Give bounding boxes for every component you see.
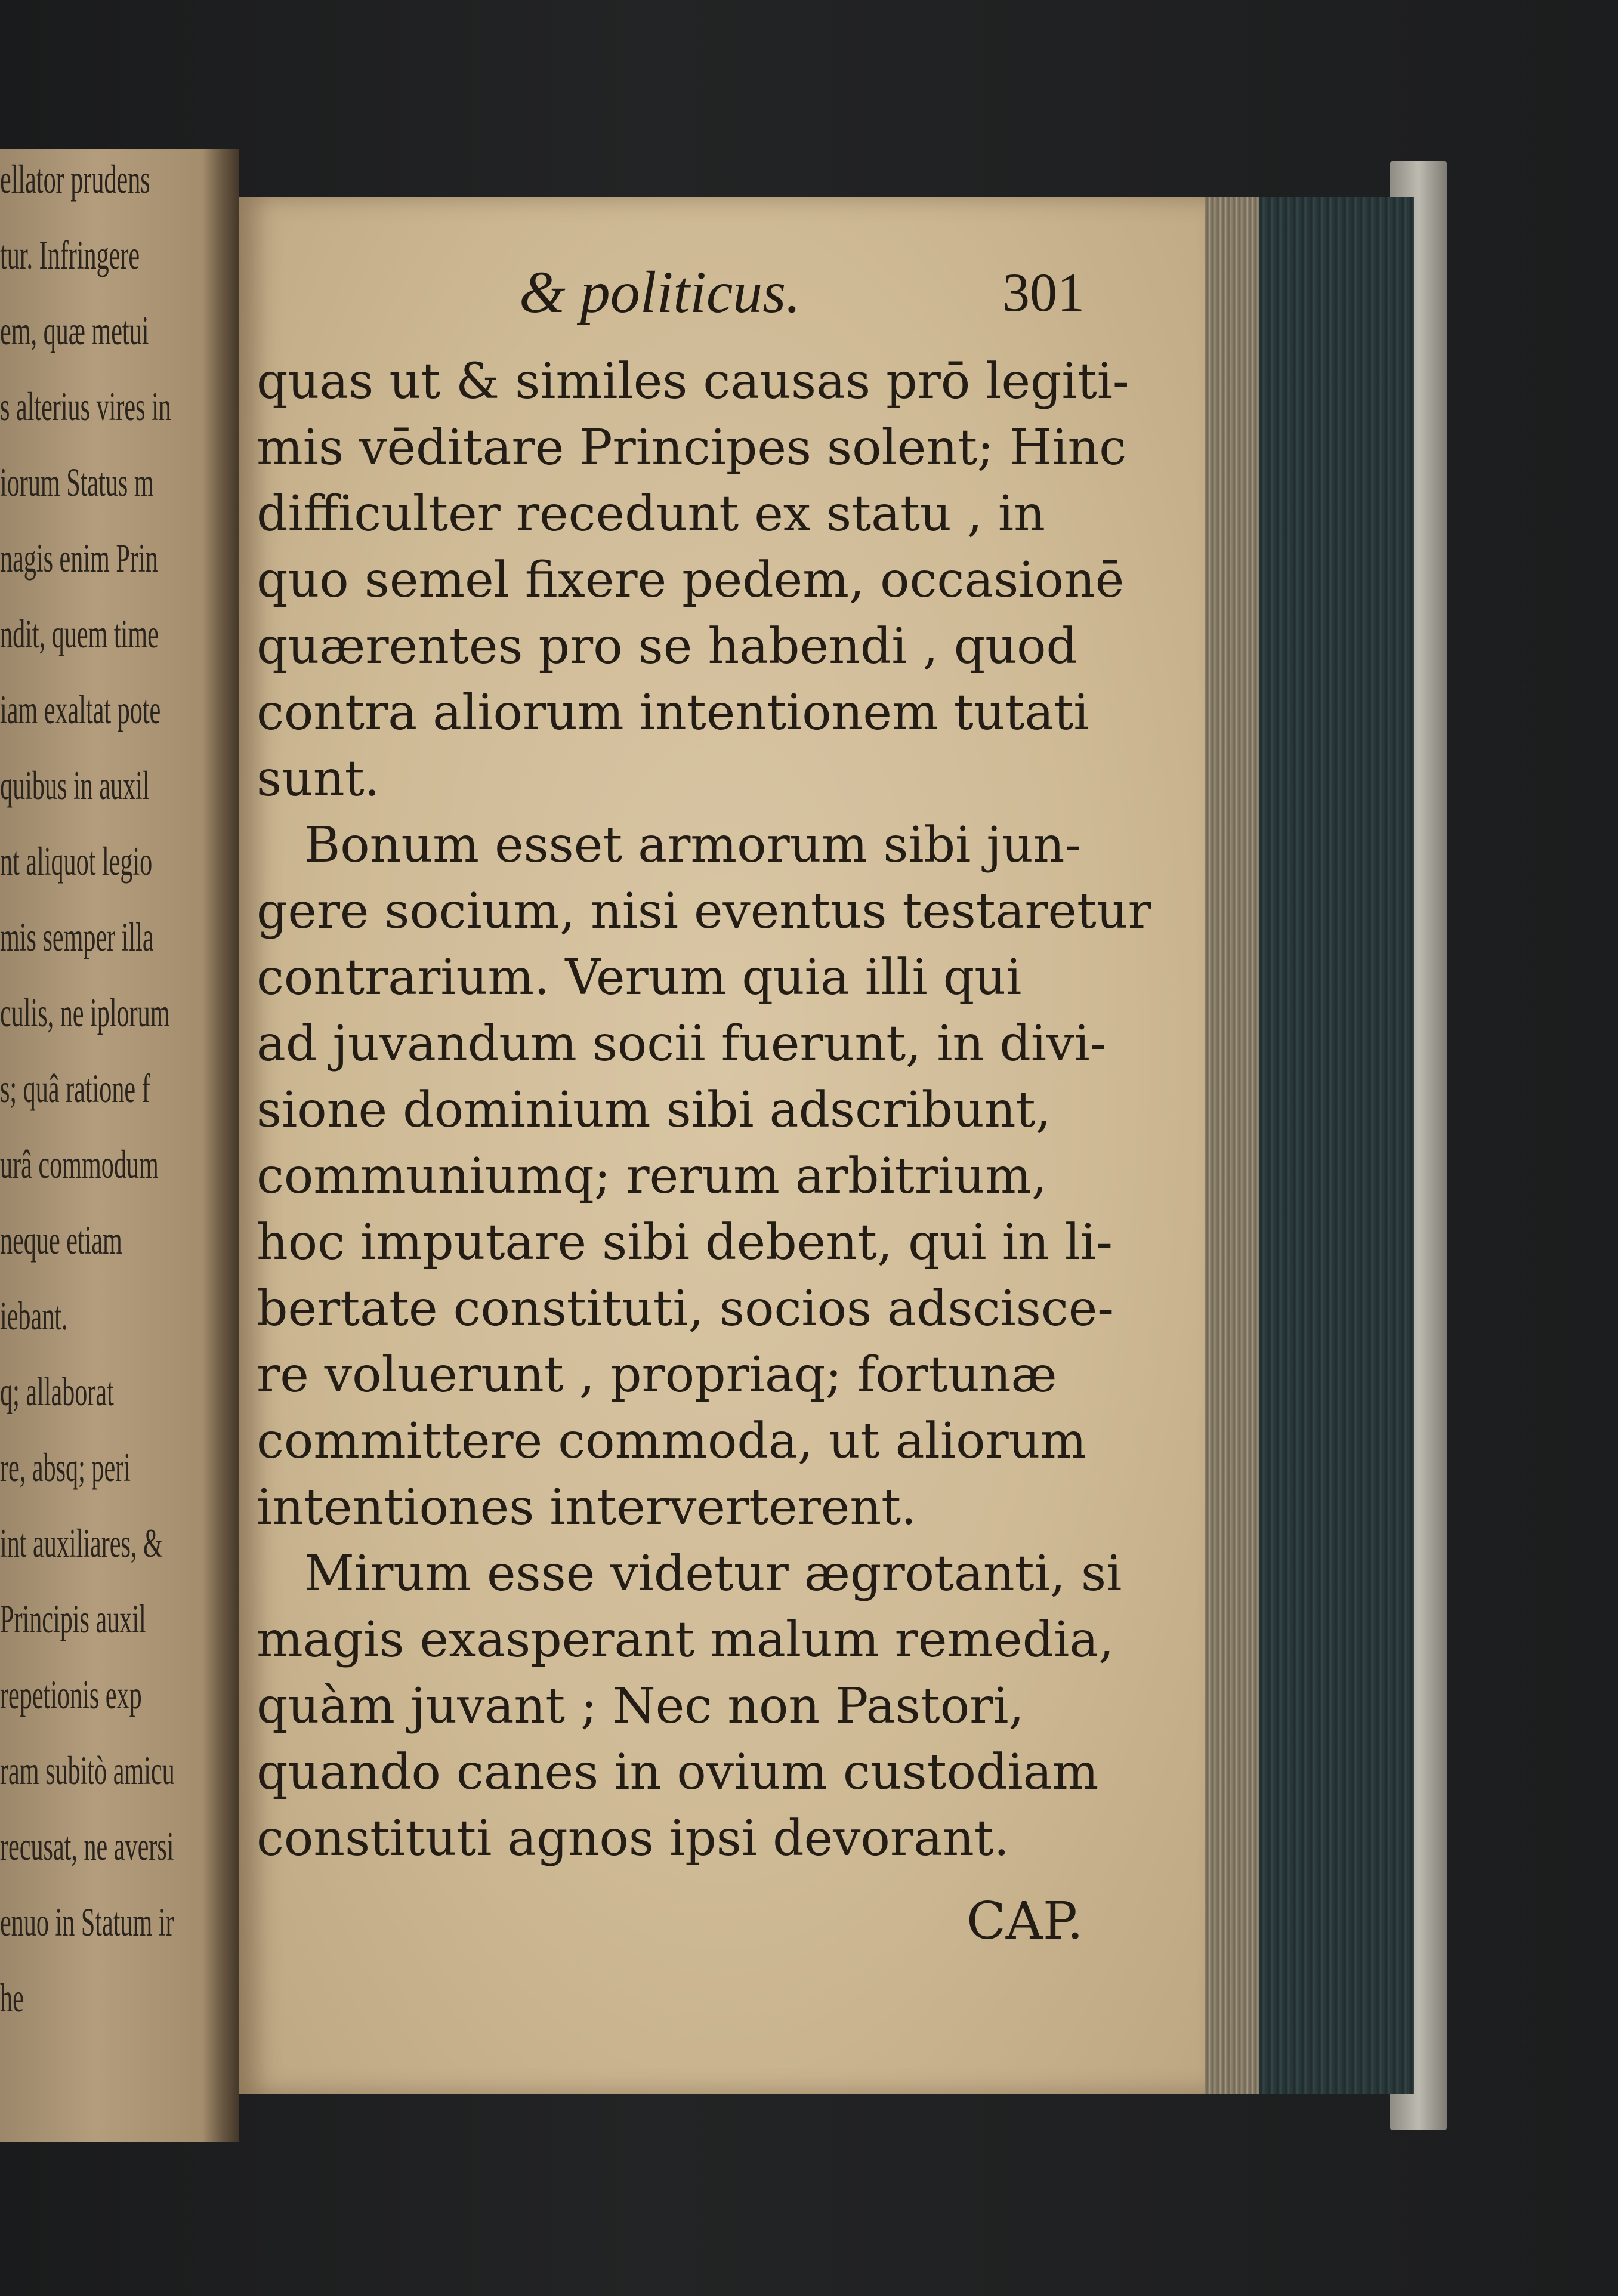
text-line: gere socium, nisi eventus testaretur — [257, 883, 1151, 940]
left-page-line: repetionis exp — [0, 1672, 142, 1717]
left-page-line: q; allaborat — [0, 1369, 114, 1414]
running-head: & politicus. — [519, 259, 801, 325]
left-page-line: Principis auxil — [0, 1596, 146, 1641]
left-page-line: recusat, ne aversi — [0, 1823, 174, 1869]
text-line: hoc imputare sibi debent, qui in li- — [257, 1214, 1113, 1271]
catchword: CAP. — [967, 1891, 1083, 1951]
left-page-line: nt aliquot legio — [0, 838, 153, 884]
left-page-line: culis, ne iplorum — [0, 990, 170, 1035]
gutter-shadow — [203, 149, 239, 2142]
left-page-line: ndit, quem time — [0, 611, 159, 656]
left-page-line: iam exaltat pote — [0, 687, 161, 732]
text-line: mis vēditare Principes solent; Hinc — [257, 419, 1127, 476]
page-number: 301 — [1002, 262, 1085, 323]
left-page-line: enuo in Statum ir — [0, 1899, 174, 1945]
text-line: quas ut & similes causas prō legiti- — [257, 353, 1129, 410]
left-page-line: iorum Status m — [0, 459, 154, 505]
left-page-line: tur. Infringere — [0, 232, 140, 277]
text-line: contra aliorum intentionem tutati — [257, 684, 1089, 741]
text-line: re voluerunt , propriaq; fortunæ — [257, 1347, 1057, 1403]
text-line: bertate constituti, socios adscisce- — [257, 1280, 1114, 1337]
left-page-line: quibus in auxil — [0, 763, 150, 808]
right-page — [239, 197, 1205, 2094]
left-facing-page — [0, 149, 239, 2142]
left-page-line: mis semper illa — [0, 914, 154, 959]
text-line: quando canes in ovium custodiam — [257, 1744, 1099, 1801]
left-page-line: iebant. — [0, 1293, 68, 1338]
text-line: quàm juvant ; Nec non Pastori, — [257, 1678, 1024, 1735]
page-edges-light — [1199, 197, 1259, 2094]
text-line: contrarium. Verum quia illi qui — [257, 949, 1022, 1006]
text-line: quærentes pro se habendi , quod — [257, 618, 1077, 675]
text-line: sunt. — [257, 751, 380, 807]
left-page-line: neque etiam — [0, 1217, 122, 1263]
page-header — [239, 254, 1205, 343]
left-page-line: re, absq; peri — [0, 1445, 131, 1490]
text-line: ad juvandum socii fuerunt, in divi- — [257, 1016, 1107, 1072]
left-page-line: ram subitò amicu — [0, 1748, 175, 1793]
text-line: intentiones interverterent. — [257, 1479, 917, 1536]
text-line: committere commoda, ut aliorum — [257, 1413, 1087, 1470]
text-line: magis exasperant malum remedia, — [257, 1612, 1114, 1668]
text-line: constituti agnos ipsi devorant. — [257, 1810, 1009, 1867]
left-page-line: nagis enim Prin — [0, 535, 158, 581]
left-page-line: urâ commodum — [0, 1141, 159, 1187]
left-page-line: s; quâ ratione f — [0, 1066, 150, 1111]
text-line: difficulter recedunt ex statu , in — [257, 486, 1045, 542]
text-line: Bonum esset armorum sibi jun- — [304, 817, 1082, 874]
left-page-line: ellator prudens — [0, 156, 150, 202]
left-page-line: int auxiliares, & — [0, 1520, 163, 1566]
text-line: Mirum esse videtur ægrotanti, si — [304, 1545, 1122, 1602]
left-page-line: em, quæ metui — [0, 308, 149, 353]
left-page-line: s alterius vires in — [0, 384, 171, 429]
text-line: communiumq; rerum arbitrium, — [257, 1148, 1047, 1205]
text-line: sione dominium sibi adscribunt, — [257, 1082, 1051, 1138]
text-line: quo semel fixere pedem, occasionē — [257, 552, 1125, 609]
left-page-line: he — [0, 1975, 24, 2020]
